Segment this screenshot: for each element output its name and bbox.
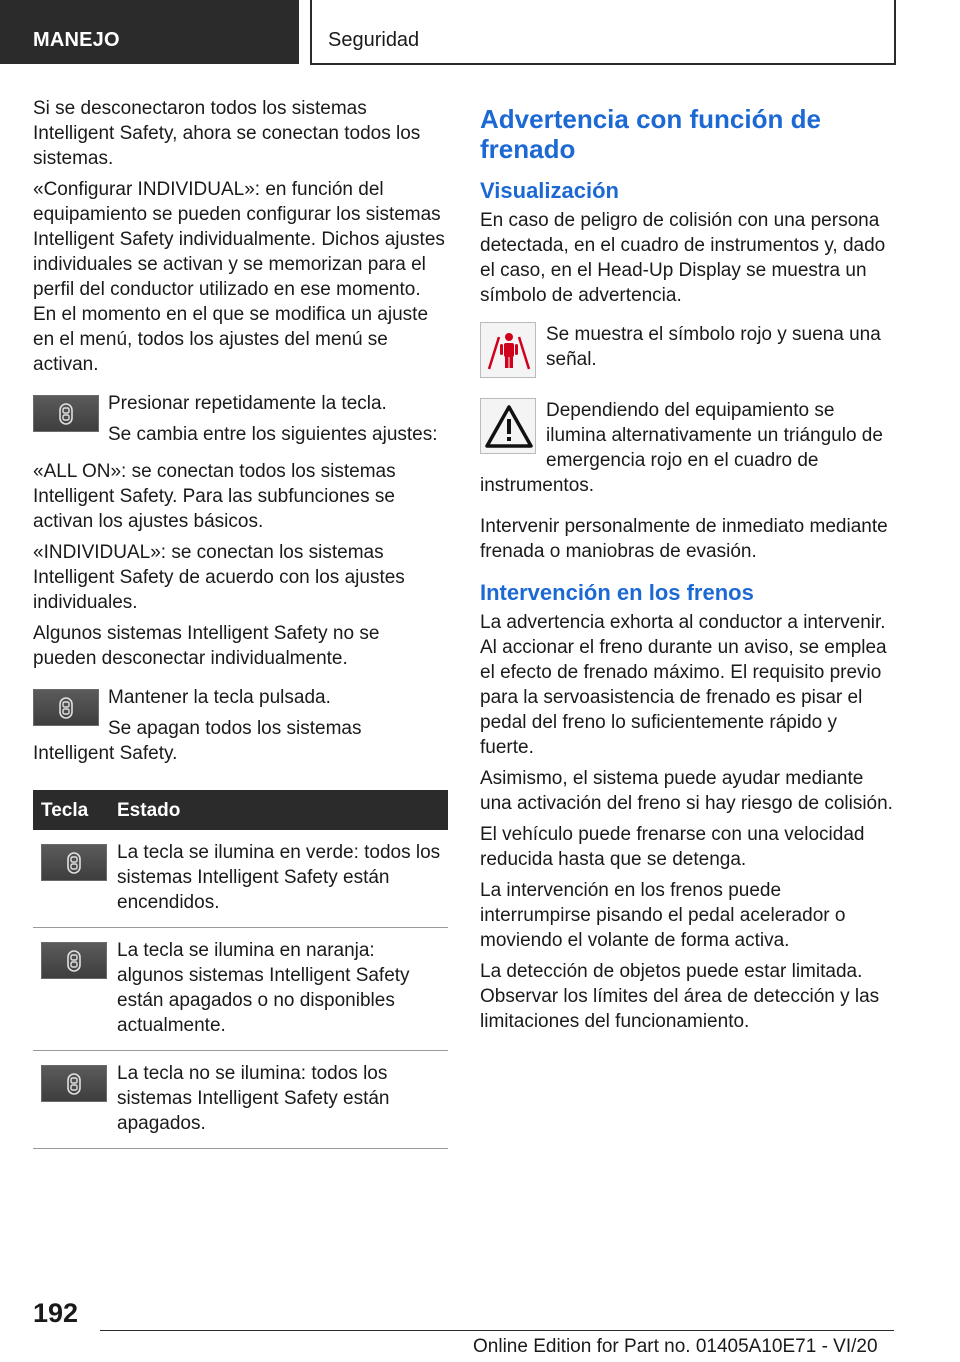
paragraph: La advertencia exhorta al conductor a intervenir. Al accionar el freno durante un aviso, se emplea el efecto de frenado máximo. El requisito previo para la servoasistencia de frenado es pisar el pedal del freno lo suficientemente rápido y fuerte. [480, 612, 887, 758]
paragraph: «ALL ON»: se conectan todos los sistemas Intelligent Safety. Para las subfunciones se activan los ajustes básicos. [33, 461, 396, 532]
chapter-title: Seguridad [328, 29, 420, 51]
table-header-state: Estado [109, 790, 448, 830]
chapter-tab [310, 0, 896, 65]
intelligent-safety-key-icon [41, 942, 107, 979]
instruction-text: Se cambia entre los siguientes ajustes: [108, 424, 438, 445]
intelligent-safety-key-icon [41, 1065, 107, 1102]
pedestrian-warning-block [480, 322, 893, 384]
instruction-text: Se apagan todos los sistemas Intelligent Safety. [33, 718, 362, 764]
instruction-text: Se muestra el símbolo rojo y suena una señal. [546, 324, 881, 370]
page-number: 192 [33, 1298, 79, 1328]
table-header-key: Tecla [33, 790, 109, 830]
key-state-table [33, 790, 448, 1149]
state-text: La tecla se ilumina en verde: todos los sistemas Intelligent Safety están encendidos. [109, 830, 448, 928]
intelligent-safety-key-icon [41, 844, 107, 881]
instruction-text: Mantener la tecla pulsada. [108, 687, 331, 708]
paragraph: «Configurar INDIVIDUAL»: en función del equipamiento se pueden configurar los sistemas Intelligent Safety individualmente. Dichos ajustes individuales se activan y se memorizan para el perfil del conductor utilizado en ese momento. En el momento en el que se modifica un ajuste en el menú, todos los ajustes del menú se activan. [33, 179, 445, 375]
paragraph: Si se desconectaron todos los sistemas Intelligent Safety, ahora se conectan todos los sistemas. [33, 98, 421, 169]
key-instruction-press [33, 391, 448, 453]
state-text: La tecla se ilumina en naranja: algunos sistemas Intelligent Safety están apagados o no disponibles actualmente. [109, 928, 448, 1051]
paragraph: La detección de objetos puede estar limitada. Observar los límites del área de detección y las limitaciones del funcionamiento. [480, 961, 880, 1032]
section-tab [0, 0, 299, 64]
paragraph: En caso de peligro de colisión con una persona detectada, en el cuadro de instrumentos y, dado el caso, en el Head-Up Display se muestra un símbolo de advertencia. [480, 210, 886, 306]
paragraph: Asimismo, el sistema puede ayudar mediante una activación del freno si hay riesgo de colisión. [480, 768, 893, 814]
paragraph: Algunos sistemas Intelligent Safety no se pueden desconectar individualmente. [33, 623, 380, 669]
paragraph: «INDIVIDUAL»: se conectan los sistemas Intelligent Safety de acuerdo con los ajustes individuales. [33, 542, 405, 613]
left-column [33, 96, 448, 1149]
table-row [33, 928, 448, 1051]
triangle-warning-block [480, 398, 893, 504]
table-row [33, 830, 448, 928]
instruction-text: Dependiendo del equipamiento se ilumina alternativamente un triángulo de emergencia rojo en el cuadro de instrumentos. [480, 400, 883, 496]
subheading-brakes: Intervención en los frenos [480, 580, 754, 605]
section-heading: Advertencia con función de frenado [480, 104, 821, 164]
key-instruction-hold [33, 685, 448, 766]
paragraph: La intervención en los frenos puede interrumpirse pisando el pedal acelerador o moviendo el volante de forma activa. [480, 880, 846, 951]
table-row [33, 1051, 448, 1149]
state-text: La tecla no se ilumina: todos los sistemas Intelligent Safety están apagados. [109, 1051, 448, 1149]
paragraph: El vehículo puede frenarse con una velocidad reducida hasta que se detenga. [480, 824, 865, 870]
footer-divider [100, 1330, 894, 1331]
subheading-display: Visualización [480, 178, 619, 203]
section-title: MANEJO [33, 29, 120, 51]
right-column [480, 96, 893, 1040]
paragraph: Intervenir personalmente de inmediato mediante frenada o maniobras de evasión. [480, 516, 888, 562]
intelligent-safety-key-icon [33, 689, 99, 726]
instruction-text: Presionar repetidamente la tecla. [108, 393, 387, 414]
warning-triangle-icon [480, 398, 536, 454]
intelligent-safety-key-icon [33, 395, 99, 432]
footer-edition: Online Edition for Part no. 01405A10E71 - VI/20 [473, 1336, 878, 1357]
pedestrian-warning-icon [480, 322, 536, 378]
